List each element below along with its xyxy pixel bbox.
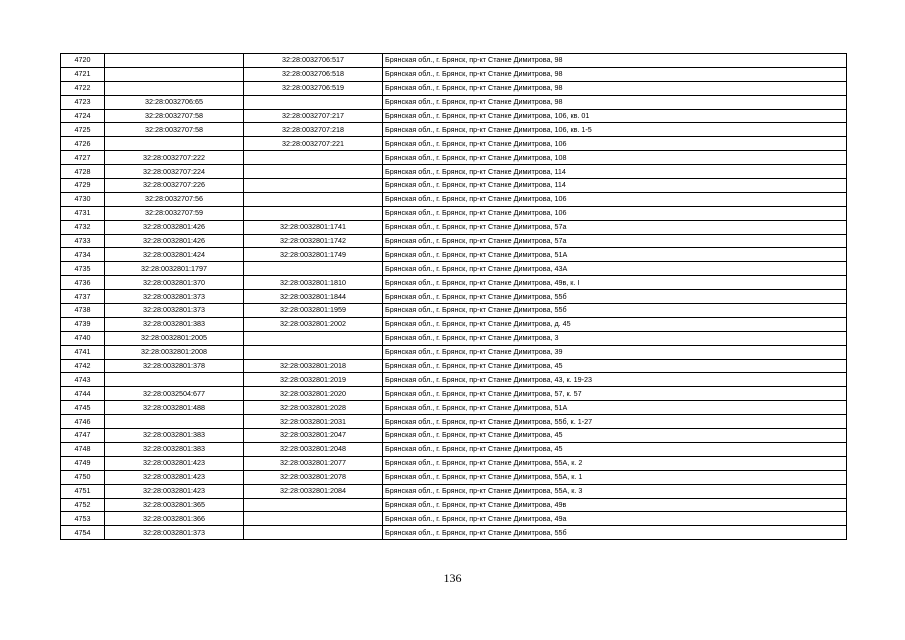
row-number-cell: 4721 xyxy=(61,67,105,81)
address-cell: Брянская обл., г. Брянск, пр-кт Станке Димитрова, 45 xyxy=(383,442,847,456)
row-number-cell: 4726 xyxy=(61,137,105,151)
cadastral-number-cell: 32:28:0032504:677 xyxy=(105,387,244,401)
table-row xyxy=(61,192,847,206)
cadastral-number-cell: 32:28:0032801:383 xyxy=(105,429,244,443)
cadastral-number-cell: 32:28:0032801:424 xyxy=(105,248,244,262)
cadastral-number-cell: 32:28:0032801:1797 xyxy=(105,262,244,276)
row-number-cell: 4728 xyxy=(61,165,105,179)
address-cell: Брянская обл., г. Брянск, пр-кт Станке Димитрова, 55А, к. 3 xyxy=(383,484,847,498)
cadastral-number-cell: 32:28:0032801:488 xyxy=(105,401,244,415)
table-row xyxy=(61,290,847,304)
table-row xyxy=(61,67,847,81)
row-number-cell: 4720 xyxy=(61,54,105,68)
cadastral-number-cell xyxy=(244,498,383,512)
address-cell: Брянская обл., г. Брянск, пр-кт Станке Димитрова, 98 xyxy=(383,81,847,95)
table-row xyxy=(61,512,847,526)
cadastral-number-cell xyxy=(244,512,383,526)
row-number-cell: 4748 xyxy=(61,442,105,456)
row-number-cell: 4733 xyxy=(61,234,105,248)
table-row xyxy=(61,95,847,109)
address-cell: Брянская обл., г. Брянск, пр-кт Станке Димитрова, 49в, к. I xyxy=(383,276,847,290)
cadastral-number-cell: 32:28:0032801:2005 xyxy=(105,331,244,345)
cadastral-number-cell: 32:28:0032801:2048 xyxy=(244,442,383,456)
table-row xyxy=(61,109,847,123)
address-cell: Брянская обл., г. Брянск, пр-кт Станке Димитрова, 114 xyxy=(383,165,847,179)
row-number-cell: 4743 xyxy=(61,373,105,387)
cadastral-number-cell xyxy=(244,165,383,179)
table-row xyxy=(61,456,847,470)
address-cell: Брянская обл., г. Брянск, пр-кт Станке Димитрова, 114 xyxy=(383,179,847,193)
cadastral-number-cell: 32:28:0032801:2077 xyxy=(244,456,383,470)
address-cell: Брянская обл., г. Брянск, пр-кт Станке Димитрова, 55б xyxy=(383,290,847,304)
cadastral-number-cell: 32:28:0032707:56 xyxy=(105,192,244,206)
row-number-cell: 4735 xyxy=(61,262,105,276)
page-number: 136 xyxy=(443,571,462,585)
table-row xyxy=(61,442,847,456)
cadastral-number-cell: 32:28:0032801:370 xyxy=(105,276,244,290)
address-cell: Брянская обл., г. Брянск, пр-кт Станке Димитрова, 55б xyxy=(383,304,847,318)
cadastral-number-cell: 32:28:0032801:1741 xyxy=(244,220,383,234)
address-cell: Брянская обл., г. Брянск, пр-кт Станке Димитрова, 55б xyxy=(383,526,847,540)
cadastral-number-cell: 32:28:0032801:366 xyxy=(105,512,244,526)
cadastral-number-cell: 32:28:0032801:423 xyxy=(105,456,244,470)
address-cell: Брянская обл., г. Брянск, пр-кт Станке Димитрова, 39 xyxy=(383,345,847,359)
address-cell: Брянская обл., г. Брянск, пр-кт Станке Димитрова, 43, к. 19-23 xyxy=(383,373,847,387)
cadastral-number-cell: 32:28:0032707:217 xyxy=(244,109,383,123)
address-cell: Брянская обл., г. Брянск, пр-кт Станке Димитрова, 57а xyxy=(383,234,847,248)
cadastral-number-cell: 32:28:0032801:426 xyxy=(105,220,244,234)
table-row xyxy=(61,123,847,137)
address-cell: Брянская обл., г. Брянск, пр-кт Станке Димитрова, 106 xyxy=(383,137,847,151)
row-number-cell: 4737 xyxy=(61,290,105,304)
cadastral-number-cell xyxy=(244,331,383,345)
row-number-cell: 4750 xyxy=(61,470,105,484)
row-number-cell: 4724 xyxy=(61,109,105,123)
cadastral-number-cell: 32:28:0032707:222 xyxy=(105,151,244,165)
row-number-cell: 4753 xyxy=(61,512,105,526)
address-cell: Брянская обл., г. Брянск, пр-кт Станке Димитрова, 3 xyxy=(383,331,847,345)
cadastral-number-cell: 32:28:0032706:519 xyxy=(244,81,383,95)
row-number-cell: 4723 xyxy=(61,95,105,109)
table-row xyxy=(61,373,847,387)
address-cell: Брянская обл., г. Брянск, пр-кт Станке Димитрова, 43А xyxy=(383,262,847,276)
cadastral-number-cell xyxy=(105,81,244,95)
cadastral-number-cell xyxy=(105,373,244,387)
cadastral-number-cell xyxy=(105,137,244,151)
cadastral-number-cell: 32:28:0032707:218 xyxy=(244,123,383,137)
row-number-cell: 4722 xyxy=(61,81,105,95)
row-number-cell: 4745 xyxy=(61,401,105,415)
table-row xyxy=(61,317,847,331)
row-number-cell: 4739 xyxy=(61,317,105,331)
table-row xyxy=(61,179,847,193)
table-row xyxy=(61,151,847,165)
row-number-cell: 4740 xyxy=(61,331,105,345)
address-cell: Брянская обл., г. Брянск, пр-кт Станке Димитрова, 108 xyxy=(383,151,847,165)
cadastral-number-cell: 32:28:0032801:2008 xyxy=(105,345,244,359)
address-cell: Брянская обл., г. Брянск, пр-кт Станке Димитрова, 55б, к. 1-27 xyxy=(383,415,847,429)
cadastral-number-cell: 32:28:0032801:2031 xyxy=(244,415,383,429)
address-cell: Брянская обл., г. Брянск, пр-кт Станке Димитрова, 49а xyxy=(383,512,847,526)
table-row xyxy=(61,165,847,179)
row-number-cell: 4754 xyxy=(61,526,105,540)
cadastral-number-cell: 32:28:0032801:373 xyxy=(105,304,244,318)
table-row xyxy=(61,234,847,248)
cadastral-number-cell: 32:28:0032801:2084 xyxy=(244,484,383,498)
registry-table-body xyxy=(61,54,847,540)
address-cell: Брянская обл., г. Брянск, пр-кт Станке Димитрова, 55А, к. 1 xyxy=(383,470,847,484)
row-number-cell: 4730 xyxy=(61,192,105,206)
cadastral-number-cell: 32:28:0032801:383 xyxy=(105,317,244,331)
cadastral-number-cell: 32:28:0032707:221 xyxy=(244,137,383,151)
row-number-cell: 4734 xyxy=(61,248,105,262)
registry-table xyxy=(60,53,847,540)
row-number-cell: 4751 xyxy=(61,484,105,498)
address-cell: Брянская обл., г. Брянск, пр-кт Станке Димитрова, 98 xyxy=(383,67,847,81)
row-number-cell: 4727 xyxy=(61,151,105,165)
address-cell: Брянская обл., г. Брянск, пр-кт Станке Димитрова, 55А, к. 2 xyxy=(383,456,847,470)
table-row xyxy=(61,526,847,540)
cadastral-number-cell: 32:28:0032801:2028 xyxy=(244,401,383,415)
table-row xyxy=(61,81,847,95)
row-number-cell: 4741 xyxy=(61,345,105,359)
cadastral-number-cell: 32:28:0032801:1844 xyxy=(244,290,383,304)
row-number-cell: 4746 xyxy=(61,415,105,429)
address-cell: Брянская обл., г. Брянск, пр-кт Станке Димитрова, 45 xyxy=(383,359,847,373)
address-cell: Брянская обл., г. Брянск, пр-кт Станке Димитрова, 98 xyxy=(383,95,847,109)
row-number-cell: 4749 xyxy=(61,456,105,470)
table-row xyxy=(61,248,847,262)
row-number-cell: 4736 xyxy=(61,276,105,290)
cadastral-number-cell: 32:28:0032707:226 xyxy=(105,179,244,193)
table-row xyxy=(61,54,847,68)
cadastral-number-cell xyxy=(244,526,383,540)
table-row xyxy=(61,429,847,443)
table-row xyxy=(61,331,847,345)
table-row xyxy=(61,498,847,512)
cadastral-number-cell: 32:28:0032801:1810 xyxy=(244,276,383,290)
table-row xyxy=(61,262,847,276)
address-cell: Брянская обл., г. Брянск, пр-кт Станке Димитрова, 106, кв. 1-5 xyxy=(383,123,847,137)
cadastral-number-cell: 32:28:0032801:2002 xyxy=(244,317,383,331)
cadastral-number-cell xyxy=(105,54,244,68)
table-row xyxy=(61,220,847,234)
row-number-cell: 4725 xyxy=(61,123,105,137)
address-cell: Брянская обл., г. Брянск, пр-кт Станке Димитрова, д. 45 xyxy=(383,317,847,331)
table-row xyxy=(61,276,847,290)
cadastral-number-cell xyxy=(244,179,383,193)
cadastral-number-cell xyxy=(105,67,244,81)
table-row xyxy=(61,137,847,151)
cadastral-number-cell: 32:28:0032801:426 xyxy=(105,234,244,248)
cadastral-number-cell: 32:28:0032801:423 xyxy=(105,484,244,498)
address-cell: Брянская обл., г. Брянск, пр-кт Станке Димитрова, 106 xyxy=(383,192,847,206)
table-row xyxy=(61,304,847,318)
cadastral-number-cell: 32:28:0032801:2019 xyxy=(244,373,383,387)
cadastral-number-cell: 32:28:0032707:58 xyxy=(105,123,244,137)
table-row xyxy=(61,345,847,359)
address-cell: Брянская обл., г. Брянск, пр-кт Станке Димитрова, 57а xyxy=(383,220,847,234)
cadastral-number-cell: 32:28:0032801:373 xyxy=(105,526,244,540)
address-cell: Брянская обл., г. Брянск, пр-кт Станке Димитрова, 49в xyxy=(383,498,847,512)
table-row xyxy=(61,401,847,415)
cadastral-number-cell xyxy=(244,262,383,276)
cadastral-number-cell xyxy=(244,151,383,165)
cadastral-number-cell: 32:28:0032706:517 xyxy=(244,54,383,68)
table-row xyxy=(61,470,847,484)
table-row xyxy=(61,206,847,220)
row-number-cell: 4732 xyxy=(61,220,105,234)
address-cell: Брянская обл., г. Брянск, пр-кт Станке Димитрова, 51А xyxy=(383,401,847,415)
row-number-cell: 4744 xyxy=(61,387,105,401)
cadastral-number-cell: 32:28:0032801:383 xyxy=(105,442,244,456)
cadastral-number-cell: 32:28:0032706:518 xyxy=(244,67,383,81)
cadastral-number-cell: 32:28:0032707:58 xyxy=(105,109,244,123)
cadastral-number-cell xyxy=(105,415,244,429)
cadastral-number-cell: 32:28:0032706:65 xyxy=(105,95,244,109)
cadastral-number-cell: 32:28:0032801:2047 xyxy=(244,429,383,443)
address-cell: Брянская обл., г. Брянск, пр-кт Станке Димитрова, 106 xyxy=(383,206,847,220)
cadastral-number-cell: 32:28:0032801:378 xyxy=(105,359,244,373)
table-row xyxy=(61,484,847,498)
cadastral-number-cell xyxy=(244,206,383,220)
cadastral-number-cell xyxy=(244,95,383,109)
row-number-cell: 4742 xyxy=(61,359,105,373)
address-cell: Брянская обл., г. Брянск, пр-кт Станке Димитрова, 57, к. 57 xyxy=(383,387,847,401)
address-cell: Брянская обл., г. Брянск, пр-кт Станке Димитрова, 106, кв. 01 xyxy=(383,109,847,123)
row-number-cell: 4747 xyxy=(61,429,105,443)
cadastral-number-cell: 32:28:0032801:373 xyxy=(105,290,244,304)
table-row xyxy=(61,387,847,401)
cadastral-number-cell: 32:28:0032801:1742 xyxy=(244,234,383,248)
cadastral-number-cell: 32:28:0032801:1959 xyxy=(244,304,383,318)
row-number-cell: 4752 xyxy=(61,498,105,512)
cadastral-number-cell: 32:28:0032801:2020 xyxy=(244,387,383,401)
cadastral-number-cell: 32:28:0032801:365 xyxy=(105,498,244,512)
cadastral-number-cell: 32:28:0032707:59 xyxy=(105,206,244,220)
address-cell: Брянская обл., г. Брянск, пр-кт Станке Димитрова, 98 xyxy=(383,54,847,68)
address-cell: Брянская обл., г. Брянск, пр-кт Станке Димитрова, 45 xyxy=(383,429,847,443)
row-number-cell: 4729 xyxy=(61,179,105,193)
cadastral-number-cell: 32:28:0032707:224 xyxy=(105,165,244,179)
address-cell: Брянская обл., г. Брянск, пр-кт Станке Димитрова, 51А xyxy=(383,248,847,262)
cadastral-number-cell: 32:28:0032801:1749 xyxy=(244,248,383,262)
row-number-cell: 4731 xyxy=(61,206,105,220)
cadastral-number-cell: 32:28:0032801:423 xyxy=(105,470,244,484)
cadastral-number-cell: 32:28:0032801:2018 xyxy=(244,359,383,373)
cadastral-number-cell xyxy=(244,345,383,359)
cadastral-number-cell xyxy=(244,192,383,206)
cadastral-number-cell: 32:28:0032801:2078 xyxy=(244,470,383,484)
row-number-cell: 4738 xyxy=(61,304,105,318)
table-row xyxy=(61,415,847,429)
table-row xyxy=(61,359,847,373)
